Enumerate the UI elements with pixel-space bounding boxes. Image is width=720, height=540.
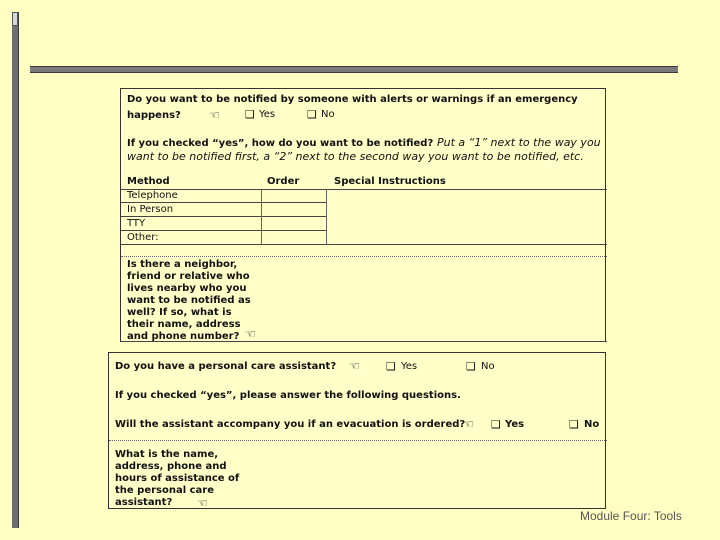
method-telephone: Telephone bbox=[127, 190, 178, 201]
yes-checkbox-icon[interactable]: ❑ bbox=[245, 108, 255, 121]
table-col-divider bbox=[261, 189, 262, 244]
assistant-yes-checkbox-icon[interactable]: ❑ bbox=[386, 360, 396, 373]
followup-instruction-2: want to be notified first, a “2” next to the second way you want to be notified, etc. bbox=[127, 150, 584, 163]
header-order: Order bbox=[267, 176, 300, 187]
table-col-divider bbox=[326, 189, 327, 244]
left-accent-bar-cap bbox=[12, 12, 18, 26]
evac-yes-checkbox-icon[interactable]: ❑ bbox=[491, 418, 501, 431]
care-assistant-form bbox=[108, 352, 606, 509]
evac-no-checkbox-icon[interactable]: ❑ bbox=[569, 418, 579, 431]
pointing-hand-icon: ☜ bbox=[197, 496, 208, 510]
name-section-rule bbox=[109, 440, 607, 441]
evacuation-question: Will the assistant accompany you if an evacuation is ordered? bbox=[115, 419, 466, 430]
left-accent-bar bbox=[12, 12, 19, 528]
assistant-no-checkbox-icon[interactable]: ❑ bbox=[466, 360, 476, 373]
no-checkbox-icon[interactable]: ❑ bbox=[307, 108, 317, 121]
table-row-rule bbox=[121, 230, 326, 231]
neighbor-section-rule bbox=[121, 256, 607, 257]
neighbor-question: Is there a neighbor, friend or relative who lives nearby who you want to be notified as well? If so, what is their name, address and phone number? bbox=[127, 259, 251, 342]
notify-question-cont: happens? bbox=[127, 110, 181, 121]
method-other: Other: bbox=[127, 232, 159, 243]
followup-question: If you checked “yes”, how do you want to be notified? bbox=[127, 138, 434, 149]
assistant-yes-label: Yes bbox=[401, 361, 418, 372]
pointing-hand-icon: ☜ bbox=[209, 108, 220, 122]
table-bottom-rule bbox=[121, 244, 607, 245]
assistant-followup: If you checked “yes”, please answer the following questions. bbox=[115, 390, 461, 401]
followup-instruction-1: Put a “1” next to the way you bbox=[437, 136, 601, 149]
assistant-question: Do you have a personal care assistant? bbox=[115, 361, 337, 372]
header-special-instructions: Special Instructions bbox=[334, 176, 446, 187]
table-header-rule bbox=[121, 189, 607, 190]
notification-form bbox=[120, 88, 606, 342]
yes-label: Yes bbox=[259, 109, 276, 120]
method-tty: TTY bbox=[127, 218, 146, 229]
no-label: No bbox=[321, 109, 335, 120]
pointing-hand-icon: ☜ bbox=[245, 327, 256, 341]
evac-no-label: No bbox=[584, 419, 600, 430]
notify-question: Do you want to be notified by someone with alerts or warnings if an emergency bbox=[127, 94, 578, 105]
top-rule bbox=[30, 66, 678, 73]
table-row-rule bbox=[121, 216, 326, 217]
table-row-rule bbox=[121, 202, 326, 203]
assistant-details-question: What is the name, address, phone and hours of assistance of the personal care assistant? bbox=[115, 449, 240, 508]
assistant-no-label: No bbox=[481, 361, 495, 372]
footer-module-label: Module Four: Tools bbox=[580, 509, 682, 523]
header-method: Method bbox=[127, 176, 170, 187]
form1-bottom-rule bbox=[121, 341, 607, 342]
pointing-hand-icon: ☜ bbox=[463, 417, 474, 431]
method-in-person: In Person bbox=[127, 204, 174, 215]
pointing-hand-icon: ☜ bbox=[349, 359, 360, 373]
evac-yes-label: Yes bbox=[505, 419, 525, 430]
